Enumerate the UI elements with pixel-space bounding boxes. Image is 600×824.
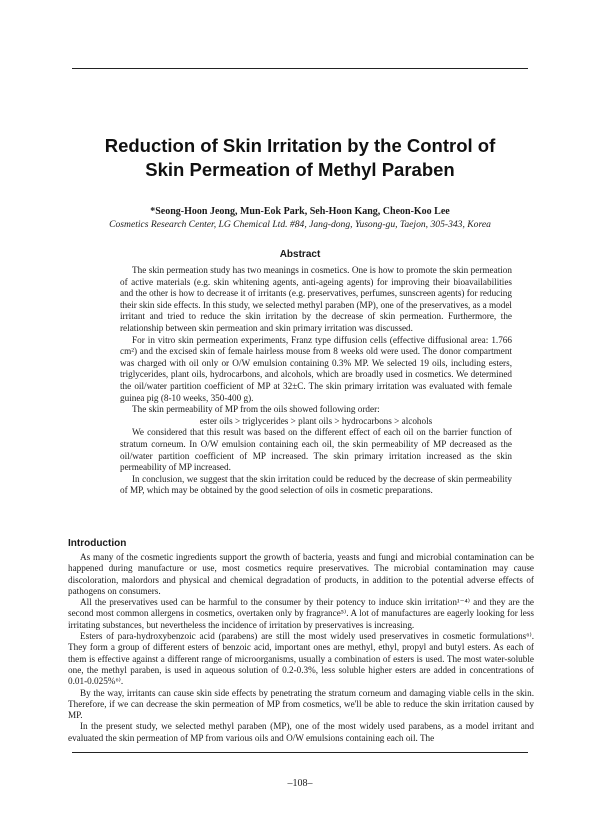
intro-paragraph: In the present study, we selected methyl paraben (MP), one of the most widely used parabens, as a model irritant and evaluated the skin permeation of MP from various oils and O/W emulsions containing each oil. The bbox=[68, 721, 534, 743]
abstract-paragraph: The skin permeation study has two meanings in cosmetics. One is how to promote the skin permeation of active materials (e.g. skin whitening agents, anti-ageing agents) for improving their bioavailabilities and the other is how to decrease it of irritants (e.g. preservatives, perfumes, sunscreen agents) for reducing their skin side effects. In this study, we selected methyl paraben (MP), one of the preservatives, as a model irritant and tried to reduce the skin irritation by the decrease of skin permeation. Furthermore, the relationship between skin permeation and skin primary irritation was discussed. bbox=[120, 265, 512, 333]
title-line-1: Reduction of Skin Irritation by the Control of bbox=[104, 135, 496, 156]
title-line-2: Skin Permeation of Methyl Paraben bbox=[145, 159, 455, 180]
top-rule bbox=[72, 68, 528, 69]
bottom-rule bbox=[72, 752, 528, 753]
introduction-heading: Introduction bbox=[68, 538, 127, 549]
intro-paragraph: By the way, irritants can cause skin side effects by penetrating the stratum corneum and damaging viable cells in the skin. Therefore, if we can decrease the skin permeation of MP from cosmetics, we'll be able to reduce the skin irritation caused by MP. bbox=[68, 687, 534, 721]
permeability-order: ester oils > triglycerides > plant oils > hydrocarbons > alcohols bbox=[199, 415, 433, 426]
paper-title bbox=[60, 134, 540, 182]
intro-paragraph: As many of the cosmetic ingredients support the growth of bacteria, yeasts and fungi and microbial contamination can be happened during manufacture or use, most cosmetics require preservatives. The microbial contamination may cause discoloration, malordors and physical and chemical degradation of products, in addition to the potential adverse effects of pathogens on consumers. bbox=[68, 552, 534, 596]
affiliation: Cosmetics Research Center, LG Chemical Ltd. #84, Jang-dong, Yusong-gu, Taejon, 305-343, Korea bbox=[109, 219, 491, 230]
intro-paragraph: Esters of para-hydroxybenzoic acid (parabens) are still the most widely used preservatives in cosmetic formulations⁶⁾. They form a group of different esters of benzoic acid, important ones are methyl, ethyl, propyl and butyl esters. As each of them is effective against a different range of microorganisms, usually a combination of esters is used. The most water-soluble one, the methyl paraben, is used in aqueous solution of 0.2-0.3%, less soluble higher esters are added in concentrations of 0.01-0.025%⁶⁾. bbox=[68, 631, 534, 687]
abstract-paragraph: The skin permeability of MP from the oils showed following order: bbox=[132, 404, 380, 415]
page-number: –108– bbox=[287, 778, 313, 789]
introduction-body bbox=[68, 552, 534, 744]
intro-paragraph: All the preservatives used can be harmful to the consumer by their potency to induce skin irritation¹⁻⁴⁾ and they are the second most common allergens in cosmetics, overtaken only by fragrance⁵⁾. A lot of manufactures are eagerly looking for less irritating substances, but nevertheless the incidence of irritation by preservatives is increasing. bbox=[68, 597, 534, 630]
abstract-paragraph: We considered that this result was based on the different effect of each oil on the barrier function of stratum corneum. In O/W emulsion containing each oil, the skin permeability of MP decreased as the oil/water partition coefficient of MP increased. The skin primary irritation increased as the skin permeability of MP increased. bbox=[120, 427, 512, 473]
abstract-body bbox=[120, 265, 512, 497]
author-list: *Seong-Hoon Jeong, Mun-Eok Park, Seh-Hoon Kang, Cheon-Koo Lee bbox=[150, 206, 450, 217]
abstract-paragraph: For in vitro skin permeation experiments, Franz type diffusion cells (effective diffusional area: 1.766 cm²) and the excised skin of female hairless mouse from 8 weeks old were used. The donor compartment was charged with oil only or O/W emulsion containing 0.3% MP. We selected 19 oils, including esters, triglycerides, plant oils, hydrocarbons, and alcohols, which are broadly used in cosmetics. We determined the oil/water partition coefficient of MP at 32±C. The skin primary irritation was evaluated with female guinea pig (8-10 weeks, 350-400 g). bbox=[120, 334, 512, 403]
abstract-heading: Abstract bbox=[279, 249, 321, 260]
abstract-paragraph: In conclusion, we suggest that the skin irritation could be reduced by the decrease of skin permeability of MP, which may be obtained by the good selection of oils in cosmetic preparations. bbox=[120, 473, 512, 496]
